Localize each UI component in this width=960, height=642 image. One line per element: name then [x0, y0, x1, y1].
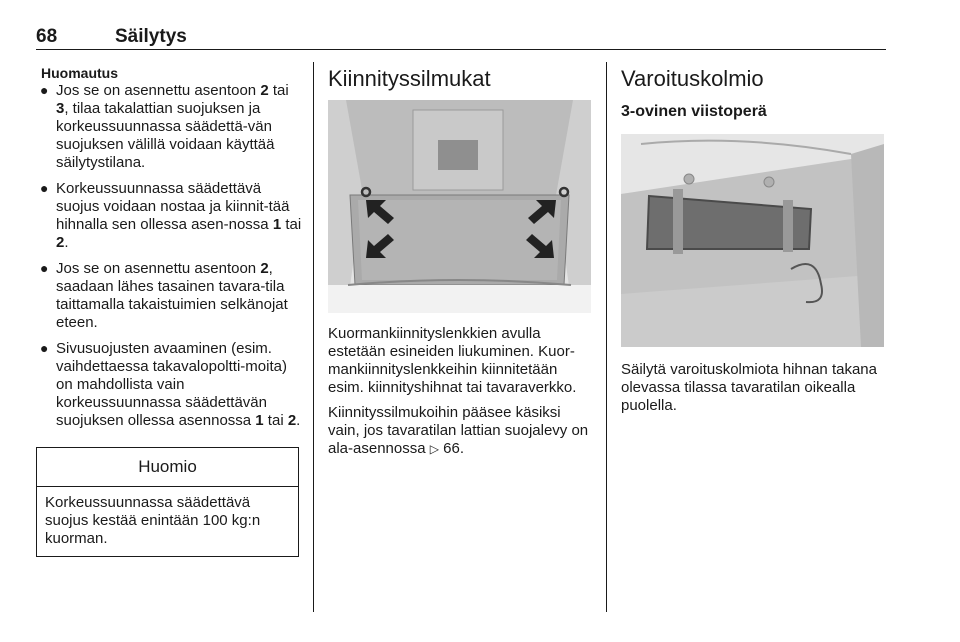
warning-triangle-photo: [621, 134, 884, 347]
subheading-hatchback: 3-ovinen viistoperä: [621, 103, 767, 120]
column-notes: [36, 64, 302, 438]
bullet-dot-icon: ●: [40, 180, 49, 196]
note-text: tai: [268, 82, 289, 99]
page-title: Säilytys: [115, 26, 187, 47]
note-text: Sivusuojusten avaaminen (esim. vaihdettaessa takavalopoltti-moita) on mahdollista vain korkeussuunnassa säädettävän suojuksen ollessa asennossa: [56, 340, 287, 429]
note-text: .: [296, 412, 301, 429]
page-number: 68: [36, 26, 58, 47]
caution-box: [36, 447, 299, 557]
paragraph-text: Kiinnityssilmukoihin pääsee käsiksi vain, jos tavaratilan lattian suojalevy on ala-asennossa: [328, 404, 589, 457]
reference-arrow-icon: ▷: [429, 442, 439, 456]
note-text: .: [64, 234, 69, 251]
bullet-dot-icon: ●: [40, 260, 49, 276]
column-warning-triangle: [621, 64, 886, 422]
note-text: , tilaa takalattian suojuksen ja korkeussuunnassa säädettä-vän suojuksen välillä voidaan käyttää säilytystilana.: [56, 100, 275, 171]
paragraph-warning-triangle: Säilytä varoituskolmiota hihnan takana olevassa tilassa tavaratilan oikealla puolella.: [621, 361, 877, 414]
column-lashing-eyes: [328, 64, 593, 465]
note-item: [36, 82, 302, 172]
note-title: Huomautus: [41, 65, 118, 81]
caution-text: Korkeussuunnassa säädettävä suojus kestää enintään 100 kg:n kuorman.: [45, 494, 261, 547]
note-text: , saadaan lähes tasainen tavara-tila taittamalla takaistuimien selkänojat eteen.: [56, 260, 288, 331]
column-divider-left: [313, 62, 314, 612]
note-text: Jos se on asennettu asentoon: [56, 82, 261, 99]
paragraph-lashing-2: [328, 404, 593, 458]
note-bold: 1: [272, 216, 282, 233]
note-text: tai: [281, 216, 302, 233]
note-text: Jos se on asennettu asentoon: [56, 260, 261, 277]
header-rule: [36, 49, 886, 50]
note-bold: 2: [287, 412, 297, 429]
section-heading-lashing-eyes: Kiinnityssilmukat: [328, 66, 491, 91]
reference-page[interactable]: 66.: [443, 440, 465, 457]
note-list: [36, 82, 302, 430]
note-bold: 3: [56, 100, 65, 117]
caution-heading: Huomio: [37, 448, 298, 487]
column-divider-right: [606, 62, 607, 612]
bullet-dot-icon: ●: [40, 340, 49, 356]
section-heading-warning-triangle: Varoituskolmio: [621, 66, 764, 91]
note-text: Korkeussuunnassa säädettävä suojus voidaan nostaa ja kiinnit-tää hihnalla sen ollessa asen-nossa: [56, 180, 290, 233]
note-bold: 2: [260, 82, 269, 99]
note-item: [36, 340, 302, 430]
note-item: [36, 260, 302, 332]
paragraph-lashing-1: Kuormankiinnityslenkkien avulla estetään esineiden liukuminen. Kuor-mankiinnityslenkkeihin kiinnitetään esim. kiinnityshihnat tai tavaraverkko.: [328, 325, 577, 396]
note-bold: 2: [260, 260, 269, 277]
note-item: [36, 180, 302, 252]
cargo-area-photo: [328, 100, 591, 313]
note-bold: 2: [56, 234, 65, 251]
note-bold: 1: [255, 412, 264, 429]
bullet-dot-icon: ●: [40, 82, 49, 98]
note-text: tai: [263, 412, 288, 429]
